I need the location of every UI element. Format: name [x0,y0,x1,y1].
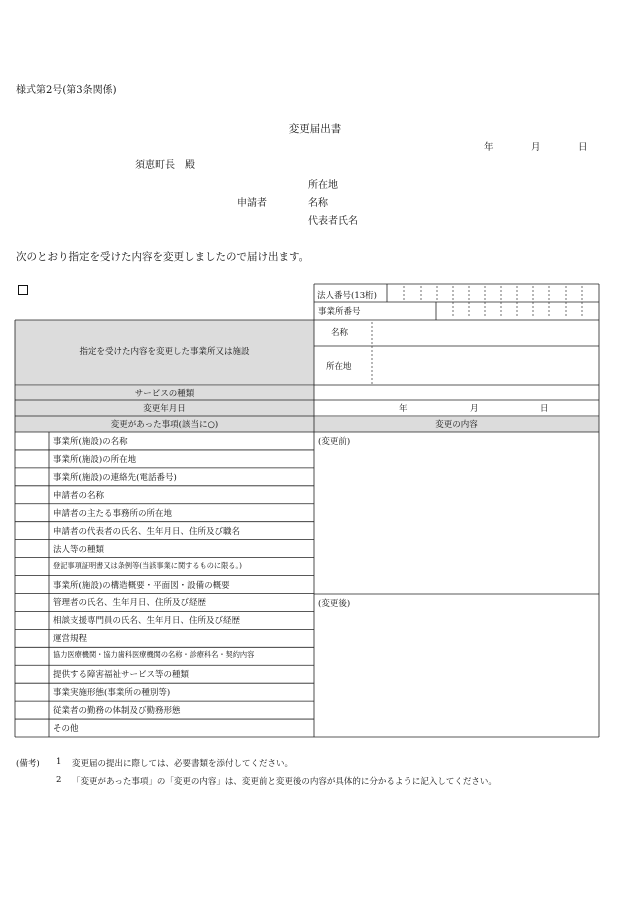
notice-text: 次のとおり指定を受けた内容を変更しましたので届け出ます。 [16,251,310,263]
document-title: 変更届出書 [288,123,342,135]
changed-item-label: 事業所(施設)の所在地 [53,454,137,465]
changed-item-label: 運営規程 [53,634,88,645]
item-check-cell[interactable] [15,524,49,538]
changed-item-label: 従業者の勤務の体制及び勤務形態 [53,706,181,717]
changed-item-label: 協力医療機関・協力歯科医療機関の名称・診療科名・契約内容 [53,650,255,660]
changed-item-label: 事業所(施設)の構造概要・平面図・設備の概要 [53,580,230,591]
item-check-cell[interactable] [15,595,49,609]
date-year-label: 年 [484,142,494,153]
before-label: (変更前) [318,437,351,447]
item-check-cell[interactable] [15,667,49,681]
facility-name-label: 名称 [331,328,349,338]
note-2-number: 2 [56,775,62,785]
note-1-text: 変更届の提出に際しては、必要書類を添付してください。 [72,759,294,769]
item-check-cell[interactable] [15,631,49,645]
changed-item-label: 提供する障害福祉サービス等の種類 [53,670,190,681]
change-date-month: 月 [470,404,479,414]
item-check-cell[interactable] [15,685,49,699]
notes-label: (備考) [16,759,40,769]
after-label: (変更後) [318,599,351,609]
changed-item-label: 事業所(施設)の連絡先(電話番号) [53,472,177,483]
item-check-cell[interactable] [15,703,49,717]
item-check-cell[interactable] [15,470,49,484]
changed-item-label: 事業実施形態(事業所の種別等) [53,688,171,699]
facility-label: 指定を受けた内容を変更した事業所又は施設 [79,347,250,357]
content-header: 変更の内容 [435,420,478,430]
item-check-cell[interactable] [15,578,49,592]
office-number-label: 事業所番号 [318,307,361,317]
changed-item-label: 法人等の種類 [53,544,105,555]
corp-number-label: 法人番号(13桁) [317,291,377,301]
change-date-label: 変更年月日 [143,404,186,414]
changed-item-label: 相談支援専門員の氏名、生年月日、住所及び経歴 [53,616,241,627]
applicant-name-label: 名称 [308,198,328,209]
changed-item-label: 事業所(施設)の名称 [53,437,128,447]
changed-item-label: 登記事項証明書又は条例等(当該事業に関するものに限る。) [53,560,242,570]
changed-items-header: 変更があった事項(該当に○) [110,420,219,430]
representative-name-label: 代表者氏名 [308,216,358,227]
changed-item-label: その他 [53,724,79,735]
facility-address-label: 所在地 [326,362,352,372]
item-check-cell[interactable] [15,649,49,663]
change-date-day: 日 [540,404,549,414]
date-day-label: 日 [578,142,588,153]
item-check-cell[interactable] [15,452,49,466]
change-date-year: 年 [399,404,408,414]
item-check-cell[interactable] [15,721,49,735]
applicant-address-label: 所在地 [308,180,338,191]
item-check-cell[interactable] [15,488,49,502]
changed-item-label: 申請者の名称 [53,490,105,501]
date-month-label: 月 [531,142,541,153]
changed-item-label: 申請者の主たる事務所の所在地 [53,508,173,519]
form-number: 様式第2号(第3条関係) [16,85,117,96]
item-check-cell[interactable] [15,542,49,556]
changed-item-label: 申請者の代表者の氏名、生年月日、住所及び職名 [53,526,241,537]
addressee: 須恵町長 殿 [135,160,195,171]
changed-item-label: 管理者の氏名、生年月日、住所及び経歴 [53,598,207,609]
note-1-number: 1 [56,757,62,767]
note-2-text: 「変更があった事項」の「変更の内容」は、変更前と変更後の内容が具体的に分かるように記入してください。 [72,777,497,787]
service-type-label: サービスの種類 [134,389,195,399]
item-check-cell[interactable] [15,613,49,627]
item-check-cell[interactable] [15,506,49,520]
item-check-cell[interactable] [15,560,49,574]
item-check-cell[interactable] [15,434,49,448]
applicant-label: 申請者 [237,198,267,209]
